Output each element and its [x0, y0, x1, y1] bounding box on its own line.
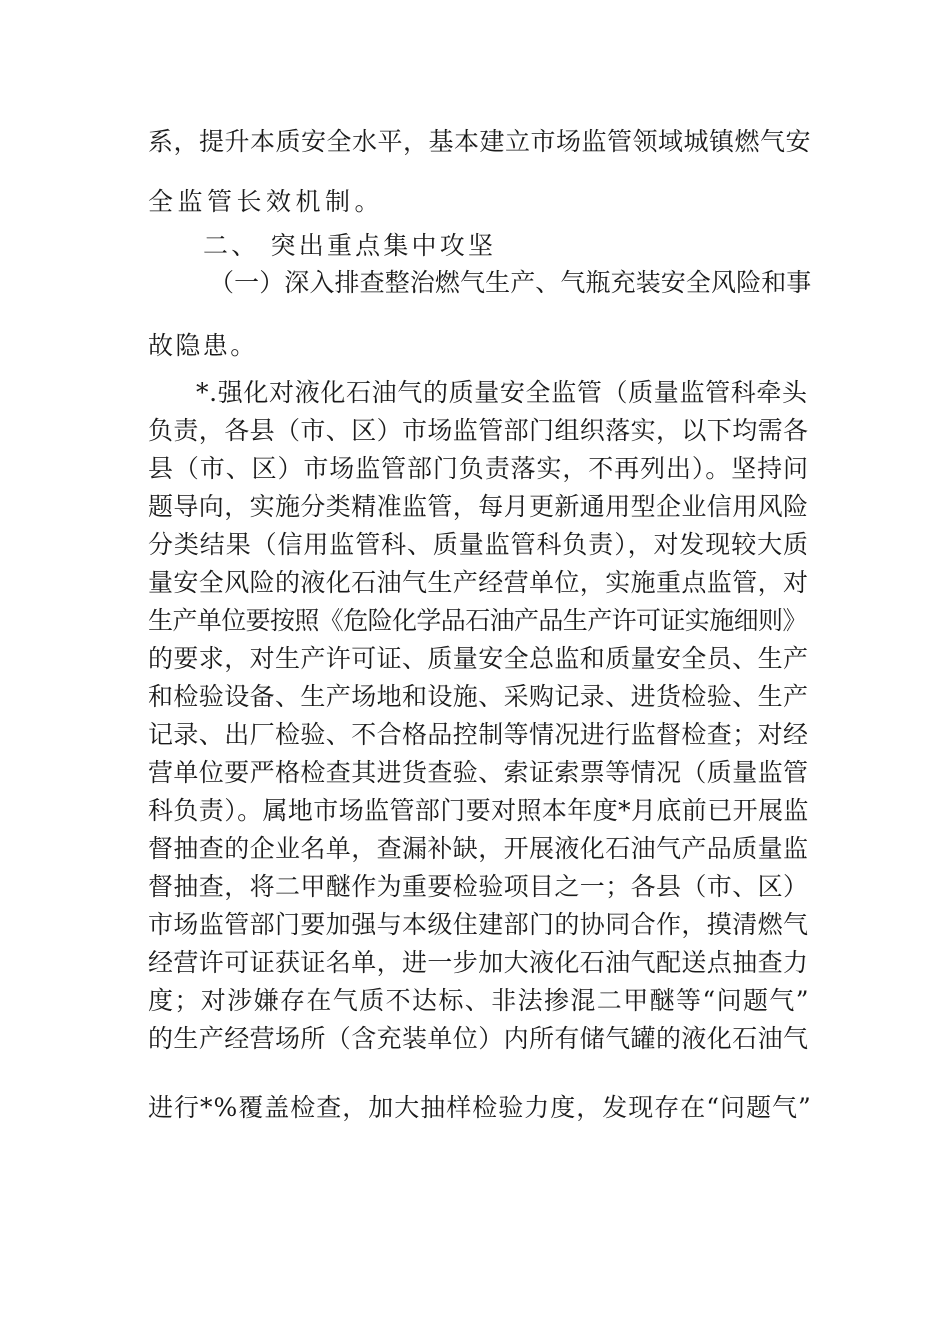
paragraph-line: 分类结果（信用监管科、质量监管科负责），对发现较大质 — [148, 530, 809, 559]
paragraph-line: 记录、出厂检验、不合格品控制等情况进行监督检查；对经 — [148, 720, 809, 749]
section-heading: 二、 突出重点集中攻坚 — [203, 231, 497, 260]
paragraph-line: 县（市、区）市场监管部门负责落实，不再列出）。坚持问 — [148, 454, 809, 483]
paragraph-line: 故隐患。 — [148, 331, 258, 360]
paragraph-line: 量安全风险的液化石油气生产经营单位，实施重点监管，对 — [148, 568, 809, 597]
paragraph-line: 市场监管部门要加强与本级住建部门的协同合作，摸清燃气 — [148, 910, 809, 939]
paragraph-line: 科负责）。属地市场监管部门要对照本年度*月底前已开展监 — [148, 796, 809, 825]
paragraph-line: 题导向，实施分类精准监管，每月更新通用型企业信用风险 — [148, 492, 809, 521]
paragraph-line: 进行*%覆盖检查，加大抽样检验力度，发现存在“问题气” — [148, 1093, 812, 1122]
paragraph-line: *.强化对液化石油气的质量安全监管（质量监管科牵头 — [196, 378, 808, 407]
paragraph-line: 度；对涉嫌存在气质不达标、非法掺混二甲醚等“问题气” — [148, 986, 810, 1015]
paragraph-line: 督抽查，将二甲醚作为重要检验项目之一；各县（市、区） — [148, 872, 809, 901]
subsection-heading: （一）深入排查整治燃气生产、气瓶充装安全风险和事 — [209, 268, 812, 297]
paragraph-line: 全监管长效机制。 — [148, 187, 385, 216]
paragraph-line: 系，提升本质安全水平，基本建立市场监管领域城镇燃气安 — [148, 127, 812, 156]
paragraph-line: 营单位要严格检查其进货查验、索证索票等情况（质量监管 — [148, 758, 809, 787]
paragraph-line: 经营许可证获证名单，进一步加大液化石油气配送点抽查力 — [148, 948, 809, 977]
paragraph-line: 督抽查的企业名单，查漏补缺，开展液化石油气产品质量监 — [148, 834, 809, 863]
paragraph-line: 和检验设备、生产场地和设施、采购记录、进货检验、生产 — [148, 682, 809, 711]
paragraph-line: 的生产经营场所（含充装单位）内所有储气罐的液化石油气 — [148, 1024, 809, 1053]
paragraph-line: 的要求，对生产许可证、质量安全总监和质量安全员、生产 — [148, 644, 809, 673]
paragraph-line: 生产单位要按照《危险化学品石油产品生产许可证实施细则》 — [148, 606, 807, 635]
paragraph-line: 负责，各县（市、区）市场监管部门组织落实，以下均需各 — [148, 416, 809, 445]
